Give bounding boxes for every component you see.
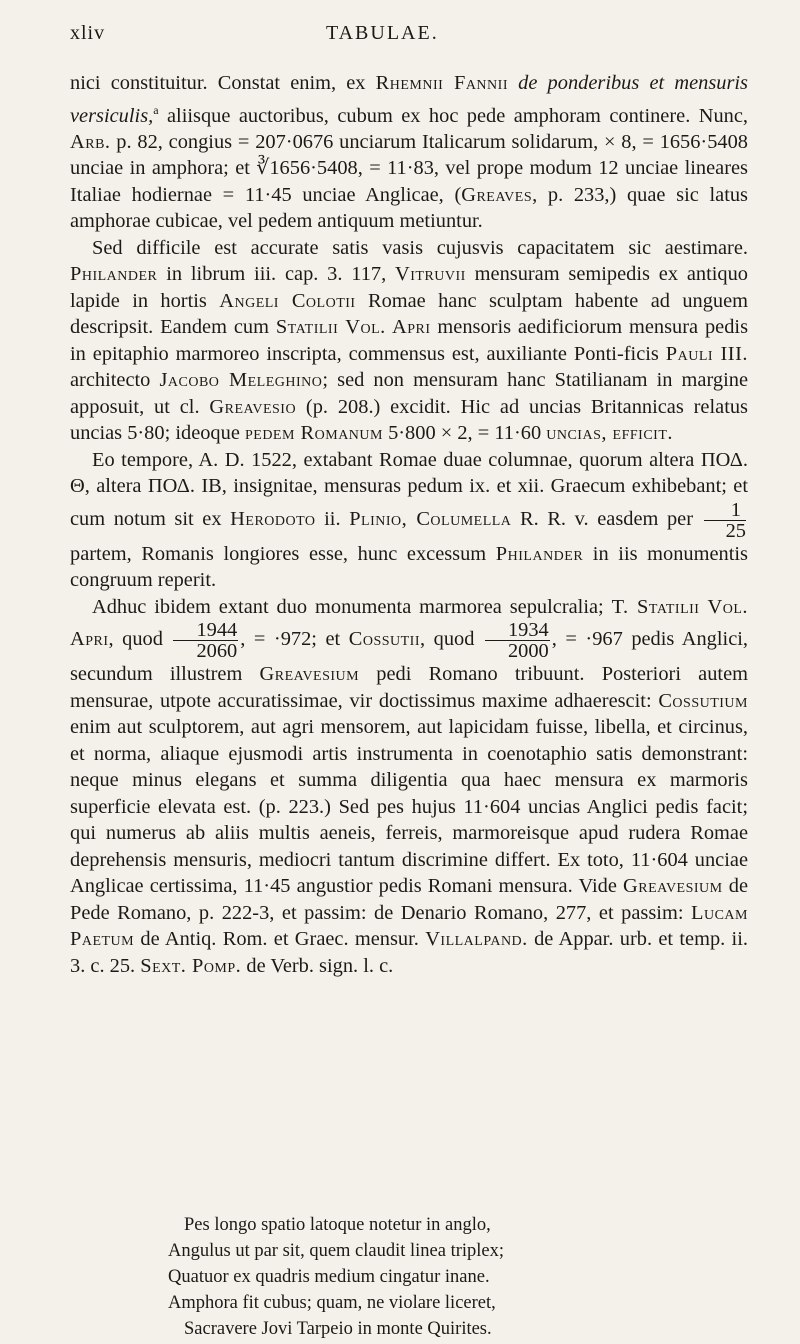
footnote-marker: a xyxy=(153,102,159,117)
fraction-one-twentyfifth: $\frac{1}{25}$ xyxy=(704,500,746,541)
paragraph-1: nici constituitur. Constat enim, ex Rhemnii Fannii de ponderibus et mensuris versiculis,$^a$ aliisque auctoribus, cubum ex hoc pede amphoram continere. Nunc, Arb. p. 82, congius = 207·0676 unciarum Italicarum solidarum, × 8, = 1656·5408 unciae in amphora; et ∛1656·5408, = 11·83, vel prope modum 12 unciae lineares Italiae hodiernae = 11·45 unciae Anglicae, (Greaves, p. 233,) quae sic latus amphorae cubicae, vel pedem antiquum metiuntur. xyxy=(70,72,748,233)
verse-quotation xyxy=(168,1212,504,1342)
paragraph-3: Eo tempore, A. D. 1522, extabant Romae duae columnae, quorum altera ΠΟΔ. Θ, altera ΠΟΔ. ΙΒ, insignitae, mensuras pedum ix. et xii. Graecum exhibebant; et cum notum sit ex Herodoto ii. Plinio, Columella R. R. v. easdem per $\frac{1}{25}$ partem, Romanis longiores esse, hunc excessum Philander in iis monumentis congruum reperit. xyxy=(70,448,748,592)
fraction-cossutius: $\frac{1934}{2000}$ xyxy=(485,620,550,661)
page-number: xliv xyxy=(70,22,106,44)
fraction-statilius: $\frac{1944}{2060}$ xyxy=(173,620,238,661)
running-header xyxy=(70,22,742,52)
paragraph-2: Sed difficile est accurate satis vasis cujusvis capacitatem sic aestimare. Philander in librum iii. cap. 3. 117, Vitruvii mensuram semipedis ex antiquo lapide in hortis Angeli Colotii Romae hanc sculptam habente ad unguem descripsit. Eandem cum Statilii Vol. Apri mensoris aedificiorum mensura pedis in epitaphio marmoreo inscripta, commensus est, auxiliante Ponti-ficis Pauli III. architecto Jacobo Meleghino; sed non mensuram hanc Statilianam in margine apposuit, ut cl. Greavesio (p. 208.) excidit. Hic ad uncias Britannicas relatus uncias 5·80; ideoque pedem Romanum 5·800 × 2, = 11·60 uncias, efficit. xyxy=(70,236,749,445)
running-title: TABULAE. xyxy=(326,22,439,44)
paragraph-4: Adhuc ibidem extant duo monumenta marmorea sepulcralia; T. Statilii Vol. Apri, quod $\frac{1944}{2060}$ , = ·972; et Cossutii, quod $\frac{1934}{2000}$ , = ·967 pedis Anglici, secundum illustrem Greavesium pedi Romano tribuunt. Posteriori autem mensurae, utpote accuratissimae, vir doctissimus maxime adhaerescit: Cossutium enim aut sculptorem, aut agri mensorem, aut lapicidam fuisse, libella, et circinus, et norma, aliaque ejusmodi artis instrumenta in coenotaphio satis demonstrant: neque minus elegans et summa diligentia qua haec mensura ex marmoris superficie elevata est. (p. 223.) Sed pes hujus 11·604 uncias Anglici pedis facit; qui numerus ab aliis multis aeneis, ferreis, marmoreisque apud rudera Romae deprehensis mensuris, mediocri tantum discrimine differt. Ex toto, 11·604 unciae Anglicae certissima, 11·45 angustior pedis Romani mensura. Vide Greavesium de Pede Romano, p. 222-3, et passim: de Denario Romano, 277, et passim: Lucam Paetum de Antiq. Rom. et Graec. mensur. Villalpand. de Appar. urb. et temp. ii. 3. c. 25. Sext. Pomp. de Verb. sign. l. c. xyxy=(70,595,749,977)
verse-line: Angulus ut par sit, quem claudit linea triplex; xyxy=(168,1241,505,1261)
verse-line: Sacravere Jovi Tarpeio in monte Quirites. xyxy=(184,1319,492,1339)
verse-line: Pes longo spatio latoque notetur in anglo, xyxy=(184,1215,491,1235)
verse-line: Quatuor ex quadris medium cingatur inane. xyxy=(168,1267,490,1287)
main-text xyxy=(70,70,748,979)
verse-line: Amphora fit cubus; quam, ne violare liceret, xyxy=(168,1293,496,1313)
cube-root-expression: ∛1656·5408 xyxy=(256,157,358,180)
